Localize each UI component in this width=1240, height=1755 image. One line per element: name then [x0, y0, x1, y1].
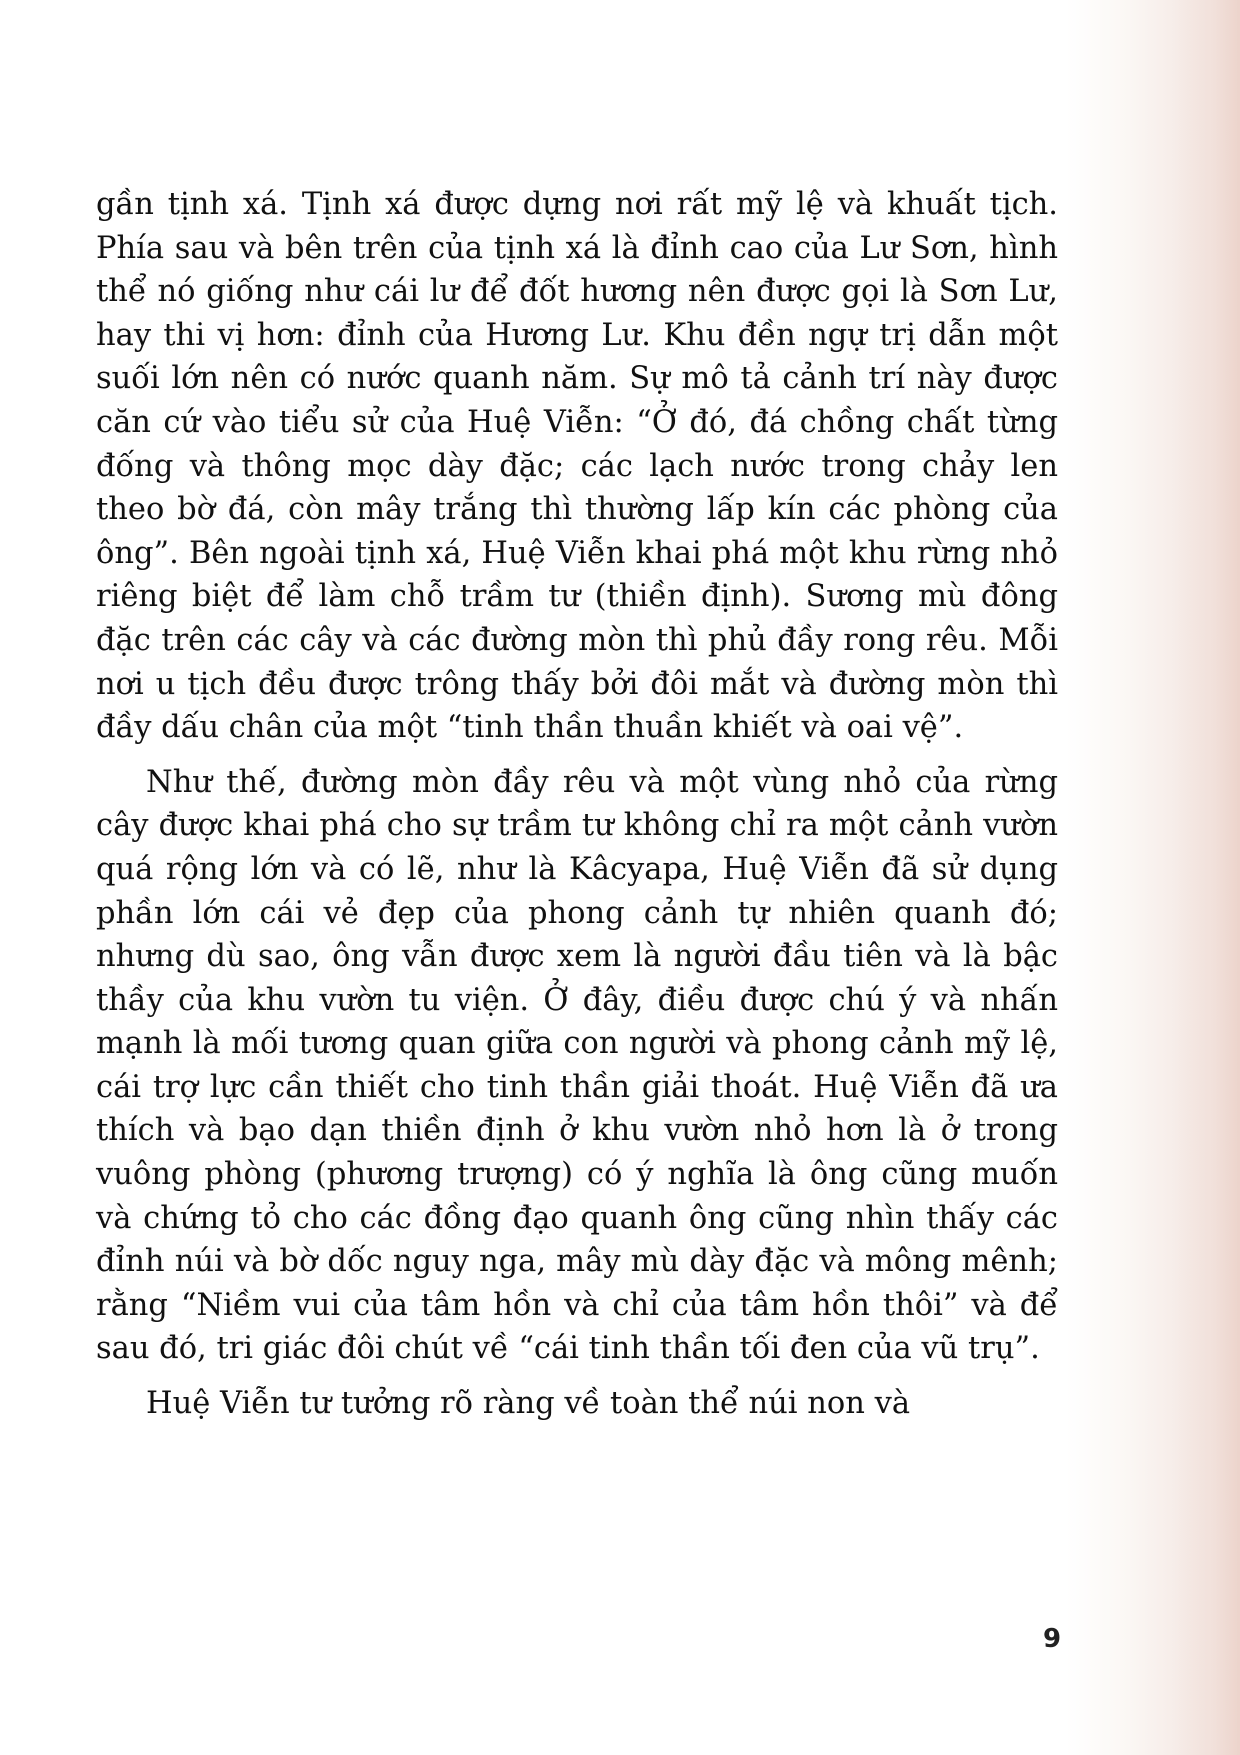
body-text	[96, 183, 1058, 1426]
paragraph-1: gần tịnh xá. Tịnh xá được dựng nơi rất mỹ lệ và khuất tịch. Phía sau và bên trên của tịnh xá là đỉnh cao của Lư Sơn, hình thể nó giống như cái lư để đốt hương nên được gọi là Sơn Lư, hay thi vị hơn: đỉnh của Hương Lư. Khu đền ngự trị dẫn một suối lớn nên có nước quanh năm. Sự mô tả cảnh trí này được căn cứ vào tiểu sử của Huệ Viễn: “Ở đó, đá chồng chất từng đống và thông mọc dày đặc; các lạch nước trong chảy len theo bờ đá, còn mây trắng thì thường lấp kín các phòng của ông”. Bên ngoài tịnh xá, Huệ Viễn khai phá một khu rừng nhỏ riêng biệt để làm chỗ trầm tư (thiền định). Sương mù đông đặc trên các cây và các đường mòn thì phủ đầy rong rêu. Mỗi nơi u tịch đều được trông thấy bởi đôi mắt và đường mòn thì đầy dấu chân của một “tinh thần thuần khiết và oai vệ”.	[96, 187, 1058, 746]
page-edge-shadow	[1175, 0, 1240, 1755]
paragraph-2: Như thế, đường mòn đầy rêu và một vùng nhỏ của rừng cây được khai phá cho sự trầm tư không chỉ ra một cảnh vườn quá rộng lớn và có lẽ, như là Kâcyapa, Huệ Viễn đã sử dụng phần lớn cái vẻ đẹp của phong cảnh tự nhiên quanh đó; nhưng dù sao, ông vẫn được xem là người đầu tiên và là bậc thầy của khu vườn tu viện. Ở đây, điều được chú ý và nhấn mạnh là mối tương quan giữa con người và phong cảnh mỹ lệ, cái trợ lực cần thiết cho tinh thần giải thoát. Huệ Viễn đã ưa thích và bạo dạn thiền định ở khu vườn nhỏ hơn là ở trong vuông phòng (phương trượng) có ý nghĩa là ông cũng muốn và chứng tỏ cho các đồng đạo quanh ông cũng nhìn thấy các đỉnh núi và bờ dốc nguy nga, mây mù dày đặc và mông mênh; rằng “Niềm vui của tâm hồn và chỉ của tâm hồn thôi” và để sau đó, tri giác đôi chút về “cái tinh thần tối đen của vũ trụ”.	[96, 764, 1058, 1367]
page-number: 9	[1042, 1624, 1062, 1654]
paragraph-3: Huệ Viễn tư tưởng rõ ràng về toàn thể núi non và	[146, 1386, 911, 1422]
